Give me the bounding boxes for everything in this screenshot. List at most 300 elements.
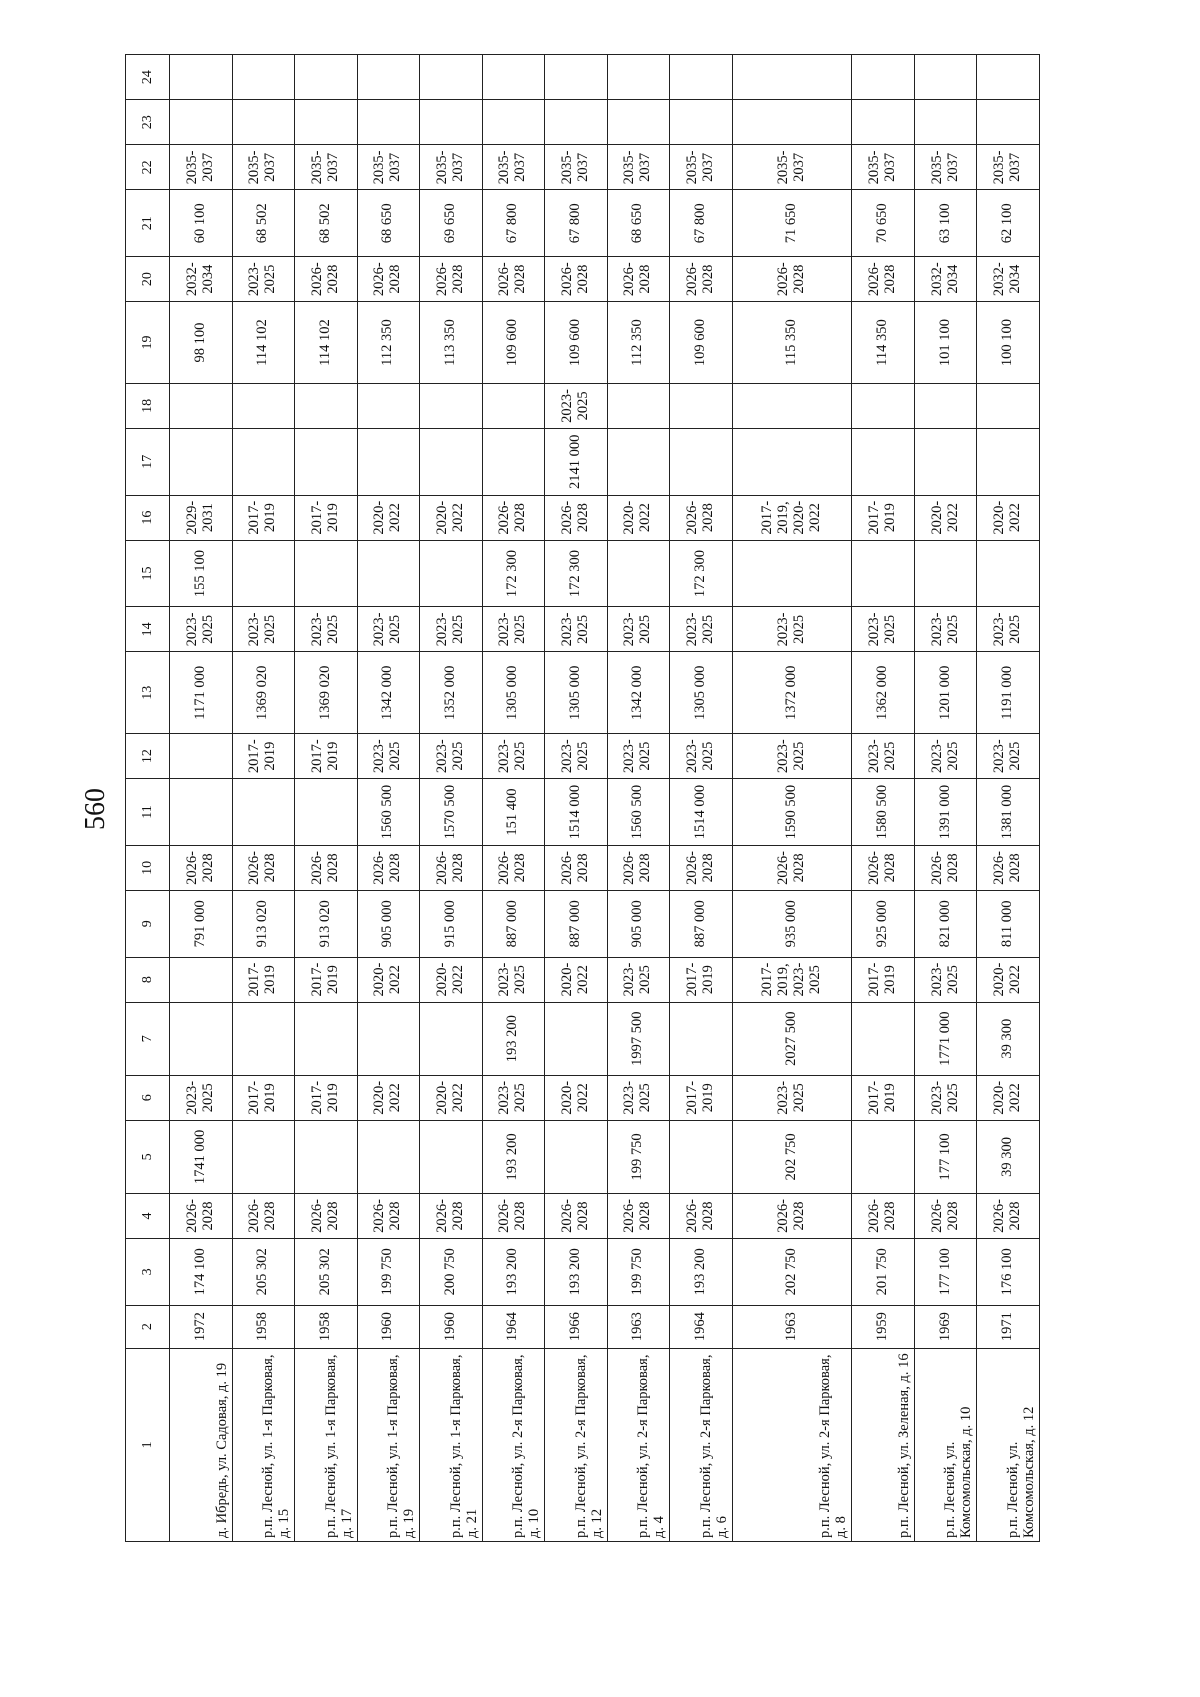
table-cell: 1960: [420, 1305, 483, 1348]
table-cell: 2026-2028: [357, 845, 420, 890]
table-cell: 2023-2025: [670, 734, 733, 779]
table-cell: 925 000: [852, 890, 915, 957]
table-cell: [357, 540, 420, 607]
table-cell: 2026-2028: [670, 845, 733, 890]
table-cell: 112 350: [357, 302, 420, 384]
table-cell: 1960: [357, 1305, 420, 1348]
column-number-header: 3: [126, 1239, 170, 1306]
table-cell: 200 750: [420, 1239, 483, 1306]
table-cell: 2026-2028: [170, 1193, 233, 1238]
table-cell: [545, 1120, 608, 1193]
table-cell: 2026-2028: [977, 845, 1040, 890]
table-cell: [170, 100, 233, 145]
table-cell: 2023-2025: [914, 957, 977, 1002]
table-cell: 68 502: [232, 190, 295, 257]
table-cell: 2023-2025: [732, 1075, 852, 1120]
table-cell: 100 100: [977, 302, 1040, 384]
column-number-header: 17: [126, 428, 170, 495]
table-cell: 2026-2028: [295, 257, 358, 302]
table-cell: 2017-2019: [232, 957, 295, 1002]
table-cell: 174 100: [170, 1239, 233, 1306]
table-cell: 172 300: [545, 540, 608, 607]
table-cell: 2026-2028: [607, 1193, 670, 1238]
table-cell: 2026-2028: [977, 1193, 1040, 1238]
table-cell: 2032-2034: [170, 257, 233, 302]
table-cell: [420, 383, 483, 428]
table-cell: 1369 020: [295, 652, 358, 734]
table-cell: [670, 1002, 733, 1075]
table-cell: 2020-2022: [545, 957, 608, 1002]
table-cell: 60 100: [170, 190, 233, 257]
table-cell: [420, 1002, 483, 1075]
table-cell: 1171 000: [170, 652, 233, 734]
housing-repair-schedule-table: [125, 54, 1040, 1542]
table-cell: 114 102: [232, 302, 295, 384]
table-cell: 2141 000: [545, 428, 608, 495]
table-cell: 1966: [545, 1305, 608, 1348]
table-cell: [232, 1002, 295, 1075]
table-cell: 2026-2028: [545, 495, 608, 540]
table-cell: [420, 428, 483, 495]
column-number-header: 8: [126, 957, 170, 1002]
table-cell: 2023-2025: [482, 957, 545, 1002]
table-cell: 2026-2028: [420, 1193, 483, 1238]
table-cell: 113 350: [420, 302, 483, 384]
table-cell: [545, 55, 608, 100]
table-cell: 2020-2022: [357, 1075, 420, 1120]
table-cell: 199 750: [607, 1239, 670, 1306]
table-cell: 177 100: [914, 1239, 977, 1306]
table-cell: 1362 000: [852, 652, 915, 734]
table-cell: 2026-2028: [852, 845, 915, 890]
table-cell: 199 750: [607, 1120, 670, 1193]
table-cell: 2026-2028: [852, 1193, 915, 1238]
table-cell: 1969: [914, 1305, 977, 1348]
table-cell: 98 100: [170, 302, 233, 384]
table-cell: 1381 000: [977, 779, 1040, 846]
table-cell: 2023-2025: [357, 734, 420, 779]
table-cell: 913 020: [232, 890, 295, 957]
table-cell: 112 350: [607, 302, 670, 384]
table-cell: 1305 000: [670, 652, 733, 734]
table-cell: 39 300: [977, 1120, 1040, 1193]
table-cell: 1971: [977, 1305, 1040, 1348]
table-cell: [357, 1120, 420, 1193]
table-cell: 2026-2028: [545, 1193, 608, 1238]
table-cell: 193 200: [545, 1239, 608, 1306]
table-cell: 68 502: [295, 190, 358, 257]
table-cell: 101 100: [914, 302, 977, 384]
table-cell: [852, 540, 915, 607]
column-number-header: 19: [126, 302, 170, 384]
table-cell: 2023-2025: [732, 734, 852, 779]
table-cell: 2020-2022: [914, 495, 977, 540]
table-cell: [482, 383, 545, 428]
table-cell: 2020-2022: [420, 957, 483, 1002]
table-cell: 2023-2025: [295, 607, 358, 652]
table-cell: 2017-2019: [295, 957, 358, 1002]
table-cell: 109 600: [545, 302, 608, 384]
table-cell: 193 200: [482, 1120, 545, 1193]
table-row: [732, 55, 852, 1542]
column-number-header: 16: [126, 495, 170, 540]
table-cell: [170, 957, 233, 1002]
column-number-header: 20: [126, 257, 170, 302]
table-cell: 2026-2028: [914, 845, 977, 890]
page-number: 560: [80, 788, 111, 830]
table-cell: 2035-2037: [607, 145, 670, 190]
table-cell: 2026-2028: [670, 257, 733, 302]
table-row: [914, 55, 977, 1542]
table-cell: [914, 55, 977, 100]
table-row: [977, 55, 1040, 1542]
address-cell: д. Ибредь, ул. Садовая, д. 19: [170, 1348, 233, 1541]
table-cell: [295, 1120, 358, 1193]
table-cell: 1342 000: [357, 652, 420, 734]
table-cell: 2023-2025: [607, 734, 670, 779]
table-cell: 1570 500: [420, 779, 483, 846]
table-row: [607, 55, 670, 1542]
column-number-header: 10: [126, 845, 170, 890]
column-number-header: 7: [126, 1002, 170, 1075]
table-cell: 2017-2019, 2020-2022: [732, 495, 852, 540]
table-cell: 1372 000: [732, 652, 852, 734]
table-cell: [482, 55, 545, 100]
address-cell: р.п. Лесной, ул. 1-я Парковая, д. 15: [232, 1348, 295, 1541]
table-cell: 2017-2019: [295, 734, 358, 779]
table-cell: 2026-2028: [670, 1193, 733, 1238]
table-cell: 1514 000: [670, 779, 733, 846]
table-cell: 151 400: [482, 779, 545, 846]
table-cell: [420, 1120, 483, 1193]
table-cell: [170, 383, 233, 428]
table-cell: 2023-2025: [545, 607, 608, 652]
column-number-header: 1: [126, 1348, 170, 1541]
table-cell: [232, 55, 295, 100]
table-cell: 2023-2025: [545, 383, 608, 428]
table-body: [170, 55, 1040, 1542]
table-cell: [170, 779, 233, 846]
table-cell: [295, 779, 358, 846]
table-cell: [732, 383, 852, 428]
table-cell: [295, 55, 358, 100]
table-cell: 1305 000: [545, 652, 608, 734]
table-cell: 2026-2028: [482, 845, 545, 890]
table-cell: 70 650: [852, 190, 915, 257]
table-cell: 201 750: [852, 1239, 915, 1306]
table-cell: [852, 1120, 915, 1193]
table-cell: 2035-2037: [732, 145, 852, 190]
table-cell: [357, 428, 420, 495]
table-cell: [914, 428, 977, 495]
table-cell: 2023-2025: [607, 607, 670, 652]
table-cell: 905 000: [357, 890, 420, 957]
table-cell: 2026-2028: [607, 257, 670, 302]
table-cell: [607, 55, 670, 100]
table-cell: [295, 428, 358, 495]
table-cell: [232, 1120, 295, 1193]
table-cell: 2020-2022: [977, 957, 1040, 1002]
table-cell: 114 350: [852, 302, 915, 384]
table-cell: 2020-2022: [545, 1075, 608, 1120]
table-cell: 114 102: [295, 302, 358, 384]
table-cell: [852, 383, 915, 428]
rotated-table-container: [125, 54, 1040, 1542]
table-cell: [482, 100, 545, 145]
table-cell: 2020-2022: [607, 495, 670, 540]
table-cell: 2035-2037: [420, 145, 483, 190]
table-cell: [232, 428, 295, 495]
column-number-header: 9: [126, 890, 170, 957]
table-cell: 2017-2019: [852, 1075, 915, 1120]
table-cell: [295, 540, 358, 607]
table-cell: [977, 383, 1040, 428]
table-cell: 2032-2034: [914, 257, 977, 302]
table-cell: 193 200: [670, 1239, 733, 1306]
table-cell: 1201 000: [914, 652, 977, 734]
table-cell: 202 750: [732, 1120, 852, 1193]
table-cell: 193 200: [482, 1239, 545, 1306]
table-cell: 2026-2028: [545, 845, 608, 890]
table-cell: 2020-2022: [420, 495, 483, 540]
table-cell: [420, 55, 483, 100]
table-cell: 821 000: [914, 890, 977, 957]
table-cell: 915 000: [420, 890, 483, 957]
table-cell: [670, 1120, 733, 1193]
table-cell: 1514 000: [545, 779, 608, 846]
table-cell: 172 300: [482, 540, 545, 607]
column-number-header: 15: [126, 540, 170, 607]
table-cell: 2017-2019, 2023-2025: [732, 957, 852, 1002]
table-cell: [670, 383, 733, 428]
table-cell: 2032-2034: [977, 257, 1040, 302]
table-cell: [295, 100, 358, 145]
table-cell: 199 750: [357, 1239, 420, 1306]
column-number-header: 2: [126, 1305, 170, 1348]
table-cell: 2026-2028: [482, 495, 545, 540]
address-cell: р.п. Лесной, ул. 2-я Парковая, д. 4: [607, 1348, 670, 1541]
table-cell: 1958: [295, 1305, 358, 1348]
table-cell: 2017-2019: [670, 1075, 733, 1120]
table-cell: 109 600: [670, 302, 733, 384]
table-cell: 1560 500: [607, 779, 670, 846]
table-cell: 1959: [852, 1305, 915, 1348]
table-cell: 2035-2037: [357, 145, 420, 190]
table-cell: 2017-2019: [232, 734, 295, 779]
table-cell: 2023-2025: [852, 607, 915, 652]
column-number-header: 12: [126, 734, 170, 779]
table-row: [357, 55, 420, 1542]
column-number-header: 21: [126, 190, 170, 257]
table-cell: 2023-2025: [232, 257, 295, 302]
table-cell: 1963: [607, 1305, 670, 1348]
table-cell: 205 302: [232, 1239, 295, 1306]
table-cell: 71 650: [732, 190, 852, 257]
table-row: [170, 55, 233, 1542]
table-cell: 68 650: [357, 190, 420, 257]
table-cell: [852, 55, 915, 100]
table-cell: 2026-2028: [295, 845, 358, 890]
table-cell: [732, 428, 852, 495]
table-cell: 68 650: [607, 190, 670, 257]
column-number-header: 18: [126, 383, 170, 428]
table-cell: 1741 000: [170, 1120, 233, 1193]
table-cell: 177 100: [914, 1120, 977, 1193]
table-cell: 2023-2025: [670, 607, 733, 652]
table-cell: 2026-2028: [914, 1193, 977, 1238]
table-cell: [607, 428, 670, 495]
table-cell: 115 350: [732, 302, 852, 384]
table-cell: 2026-2028: [607, 845, 670, 890]
table-cell: 2023-2025: [482, 734, 545, 779]
table-cell: 1590 500: [732, 779, 852, 846]
table-cell: 2023-2025: [607, 1075, 670, 1120]
address-cell: р.п. Лесной, ул. 2-я Парковая, д. 10: [482, 1348, 545, 1541]
table-cell: 2026-2028: [482, 1193, 545, 1238]
table-cell: 2035-2037: [232, 145, 295, 190]
address-cell: р.п. Лесной, ул. 2-я Парковая, д. 6: [670, 1348, 733, 1541]
table-cell: [914, 383, 977, 428]
table-cell: 1369 020: [232, 652, 295, 734]
table-cell: 2023-2025: [482, 607, 545, 652]
table-cell: 2017-2019: [670, 957, 733, 1002]
table-cell: 2023-2025: [914, 1075, 977, 1120]
table-cell: 2017-2019: [232, 1075, 295, 1120]
table-cell: [357, 383, 420, 428]
address-cell: р.п. Лесной, ул. 1-я Парковая, д. 21: [420, 1348, 483, 1541]
column-number-header: 5: [126, 1120, 170, 1193]
table-cell: 2026-2028: [482, 257, 545, 302]
table-cell: 1771 000: [914, 1002, 977, 1075]
table-cell: [670, 428, 733, 495]
table-cell: 2026-2028: [232, 845, 295, 890]
table-cell: 2035-2037: [170, 145, 233, 190]
table-cell: 2026-2028: [732, 1193, 852, 1238]
table-cell: 811 000: [977, 890, 1040, 957]
address-cell: р.п. Лесной, ул. 1-я Парковая, д. 17: [295, 1348, 358, 1541]
table-cell: 887 000: [670, 890, 733, 957]
table-cell: 2023-2025: [357, 607, 420, 652]
table-cell: [732, 100, 852, 145]
table-cell: [170, 1002, 233, 1075]
table-cell: 67 800: [482, 190, 545, 257]
table-cell: 2023-2025: [914, 607, 977, 652]
table-cell: 2023-2025: [420, 734, 483, 779]
table-cell: [607, 100, 670, 145]
table-cell: 2023-2025: [977, 734, 1040, 779]
table-cell: 887 000: [545, 890, 608, 957]
table-cell: [670, 55, 733, 100]
table-cell: 2035-2037: [852, 145, 915, 190]
table-cell: 2023-2025: [545, 734, 608, 779]
table-cell: 2026-2028: [852, 257, 915, 302]
table-cell: [170, 428, 233, 495]
table-cell: 1964: [482, 1305, 545, 1348]
table-cell: 1191 000: [977, 652, 1040, 734]
table-cell: 172 300: [670, 540, 733, 607]
table-cell: 2017-2019: [295, 495, 358, 540]
table-cell: 2023-2025: [482, 1075, 545, 1120]
table-cell: 2023-2025: [420, 607, 483, 652]
table-cell: 913 020: [295, 890, 358, 957]
table-cell: 2023-2025: [914, 734, 977, 779]
table-cell: 935 000: [732, 890, 852, 957]
address-cell: р.п. Лесной, ул. 2-я Парковая, д. 12: [545, 1348, 608, 1541]
table-cell: 791 000: [170, 890, 233, 957]
table-cell: [914, 540, 977, 607]
table-cell: [420, 540, 483, 607]
table-cell: [852, 428, 915, 495]
table-cell: [482, 428, 545, 495]
table-cell: 2035-2037: [977, 145, 1040, 190]
table-cell: 2026-2028: [420, 257, 483, 302]
table-cell: 2020-2022: [420, 1075, 483, 1120]
table-cell: 109 600: [482, 302, 545, 384]
table-cell: 2020-2022: [357, 957, 420, 1002]
table-cell: 1580 500: [852, 779, 915, 846]
table-cell: [295, 1002, 358, 1075]
table-cell: 1560 500: [357, 779, 420, 846]
column-number-header-row: [126, 55, 170, 1542]
table-cell: 2023-2025: [977, 607, 1040, 652]
table-cell: 62 100: [977, 190, 1040, 257]
column-number-header: 4: [126, 1193, 170, 1238]
table-cell: [732, 55, 852, 100]
table-cell: [852, 100, 915, 145]
table-cell: [232, 540, 295, 607]
table-cell: 2017-2019: [852, 495, 915, 540]
table-row: [852, 55, 915, 1542]
table-cell: 2029-2031: [170, 495, 233, 540]
table-cell: 2023-2025: [607, 957, 670, 1002]
table-cell: 2017-2019: [295, 1075, 358, 1120]
table-cell: [732, 540, 852, 607]
table-cell: 67 800: [670, 190, 733, 257]
table-cell: 193 200: [482, 1002, 545, 1075]
table-cell: 2020-2022: [977, 495, 1040, 540]
table-cell: [357, 1002, 420, 1075]
table-cell: 2017-2019: [232, 495, 295, 540]
table-cell: 205 302: [295, 1239, 358, 1306]
column-number-header: 11: [126, 779, 170, 846]
table-cell: 2035-2037: [914, 145, 977, 190]
table-cell: 202 750: [732, 1239, 852, 1306]
table-cell: 887 000: [482, 890, 545, 957]
table-cell: 2023-2025: [170, 1075, 233, 1120]
table-cell: 2035-2037: [482, 145, 545, 190]
table-cell: 67 800: [545, 190, 608, 257]
table-cell: 1972: [170, 1305, 233, 1348]
table-cell: 1391 000: [914, 779, 977, 846]
table-cell: [170, 55, 233, 100]
table-cell: [357, 55, 420, 100]
table-cell: 69 650: [420, 190, 483, 257]
table-cell: 2020-2022: [357, 495, 420, 540]
table-cell: 2035-2037: [295, 145, 358, 190]
table-cell: 2026-2028: [170, 845, 233, 890]
table-cell: [420, 100, 483, 145]
table-cell: [232, 100, 295, 145]
table-cell: 63 100: [914, 190, 977, 257]
table-cell: 2026-2028: [295, 1193, 358, 1238]
table-cell: 155 100: [170, 540, 233, 607]
table-cell: 2017-2019: [852, 957, 915, 1002]
address-cell: р.п. Лесной, ул. Комсомольская, д. 12: [977, 1348, 1040, 1541]
table-cell: [232, 779, 295, 846]
column-number-header: 22: [126, 145, 170, 190]
table-cell: 2026-2028: [670, 495, 733, 540]
table-cell: 2026-2028: [357, 257, 420, 302]
